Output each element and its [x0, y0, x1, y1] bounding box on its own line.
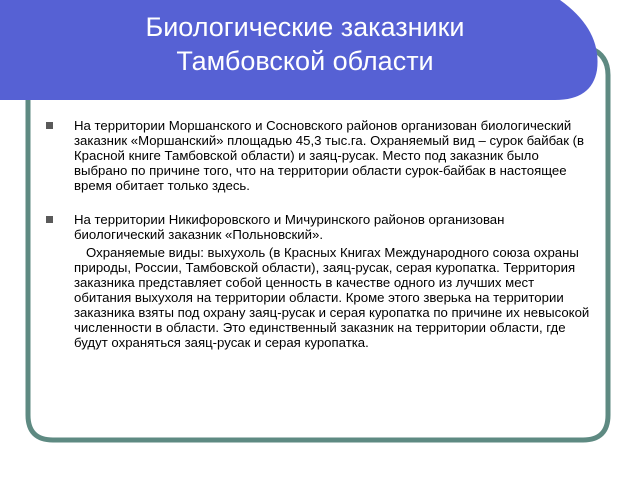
title-line-2: Тамбовской области: [176, 46, 434, 76]
bullet-item: [44, 118, 592, 193]
bullet-text: На территории Моршанского и Сосновского районов организован биологический заказник «Моршанский» площадью 45,3 тыс.га. Охраняемый вид – сурок байбак (в Красной книге Тамбовской области) и заяц-русак. Место под заказник было выбрано по причине того, что на территории области сурок-байбак в настоящее время обитает только здесь.: [74, 118, 585, 193]
bullet-text: На территории Никифоровского и Мичуринского районов организован биологический заказник «Польновский».: [74, 212, 505, 242]
title-line-1: Биологические заказники: [145, 12, 465, 42]
bullet-continuation-text: Охраняемые виды: выхухоль (в Красных Книгах Международного союза охраны природы, России, Тамбовской области), заяц-русак, серая куропатка. Территория заказника представляет собой ценность в качестве одного из лучших мест обитания выхухоля на территории области. Кроме этого зверька на территории заказника взяты под охрану заяц-русак и серая куропатка по причине их невысокой численности в области. Это единственный заказник на территории области, где будут охраняться заяц-русак и серая куропатка.: [74, 245, 590, 350]
bullet-item: [44, 212, 592, 350]
slide-title: [60, 10, 550, 78]
bullet-list: [44, 118, 592, 350]
bullet-square-icon: [46, 216, 53, 223]
bullet-square-icon: [46, 122, 53, 129]
